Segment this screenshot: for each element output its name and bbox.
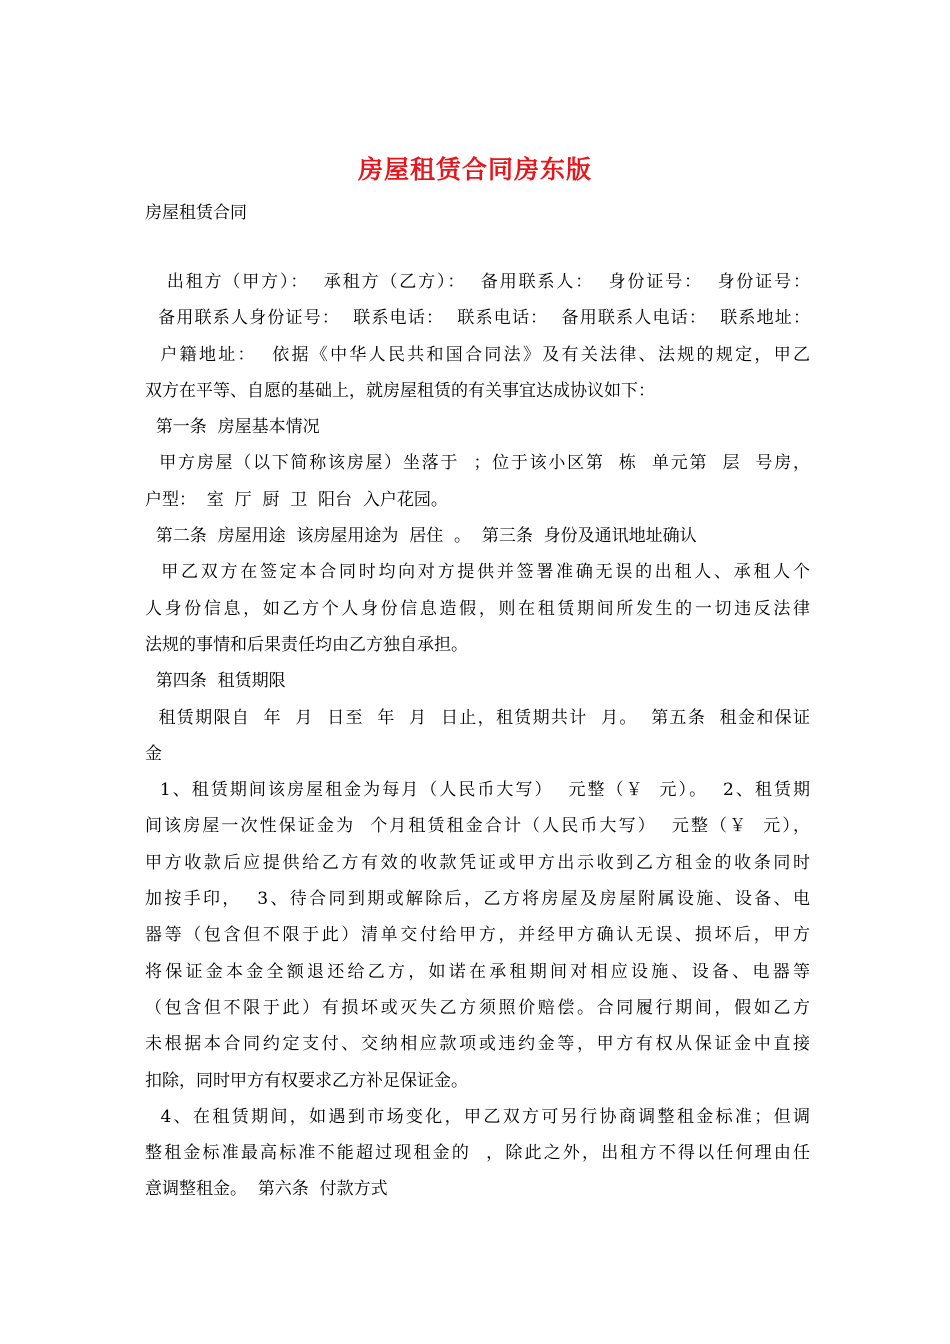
document-subtitle: 房屋租赁合同 <box>145 203 247 223</box>
body-line: 第二条 房屋用途 该房屋用途为 居住 。 第三条 身份及通讯地址确认 <box>145 526 697 547</box>
body-line: 出租方（甲方）： 承租方（乙方）： 备用联系人： 身份证号： 身份证号： <box>145 272 810 292</box>
body-line: 器等（包含但不限于此）清单交付给甲方，并经甲方确认无误、损坏后，甲方 <box>145 925 810 946</box>
body-line: 户型： 室 厅 厨 卫 阳台 入户花园。 <box>145 489 448 510</box>
document-title: 房屋租赁合同房东版 <box>357 155 592 184</box>
body-line: 意调整租金。 第六条 付款方式 <box>145 1179 388 1200</box>
body-line: 金 <box>145 743 162 764</box>
body-line: 双方在平等、自愿的基础上，就房屋租赁的有关事宜达成协议如下： <box>145 380 655 401</box>
body-line: 间该房屋一次性保证金为 个月租赁租金合计（人民币大写） 元整（￥ 元）， <box>145 816 810 837</box>
body-line: 甲乙双方在签定本合同时均向对方提供并签署准确无误的出租人、承租人个 <box>145 562 810 583</box>
body-line: 户籍地址： 依据《中华人民共和国合同法》及有关法律、法规的规定，甲乙 <box>145 344 810 365</box>
body-line: 未根据本合同约定支付、交纳相应款项或违约金等，甲方有权从保证金中直接 <box>145 1034 810 1055</box>
body-line: 租赁期限自 年 月 日至 年 月 日止，租赁期共计 月。 第五条 租金和保证 <box>145 707 810 728</box>
body-line: 将保证金本金全额退还给乙方，如诺在承租期间对相应设施、设备、电器等 <box>145 961 810 982</box>
body-line: （包含但不限于此）有损坏或灭失乙方须照价赔偿。合同履行期间，假如乙方 <box>145 997 810 1018</box>
body-line: 人身份信息，如乙方个人身份信息造假，则在租赁期间所发生的一切违反法律 <box>145 598 810 619</box>
body-line: 加按手印， 3、待合同到期或解除后，乙方将房屋及房屋附属设施、设备、电 <box>145 889 810 910</box>
body-line: 法规的事情和后果责任均由乙方独自承担。 <box>145 634 468 655</box>
body-line: 甲方收款后应提供给乙方有效的收款凭证或甲方出示收到乙方租金的收条同时 <box>145 852 810 873</box>
body-line: 1、租赁期间该房屋租金为每月（人民币大写） 元整（￥ 元）。 2、租赁期 <box>145 780 810 801</box>
body-line: 甲方房屋（以下简称该房屋）坐落于 ；位于该小区第 栋 单元第 层 号房， <box>145 453 810 474</box>
section-heading: 第一条 房屋基本情况 <box>145 417 320 438</box>
body-line: 整租金标准最高标准不能超过现租金的 ，除此之外，出租方不得以任何理由任 <box>145 1143 810 1164</box>
body-line: 备用联系人身份证号： 联系电话： 联系电话： 备用联系人电话： 联系地址： <box>145 308 810 329</box>
section-heading: 第四条 租赁期限 <box>145 671 286 692</box>
body-line: 扣除，同时甲方有权要求乙方补足保证金。 <box>145 1070 468 1091</box>
body-line: 4、在租赁期间，如遇到市场变化，甲乙双方可另行协商调整租金标准；但调 <box>145 1106 810 1127</box>
document-body <box>145 264 810 1208</box>
